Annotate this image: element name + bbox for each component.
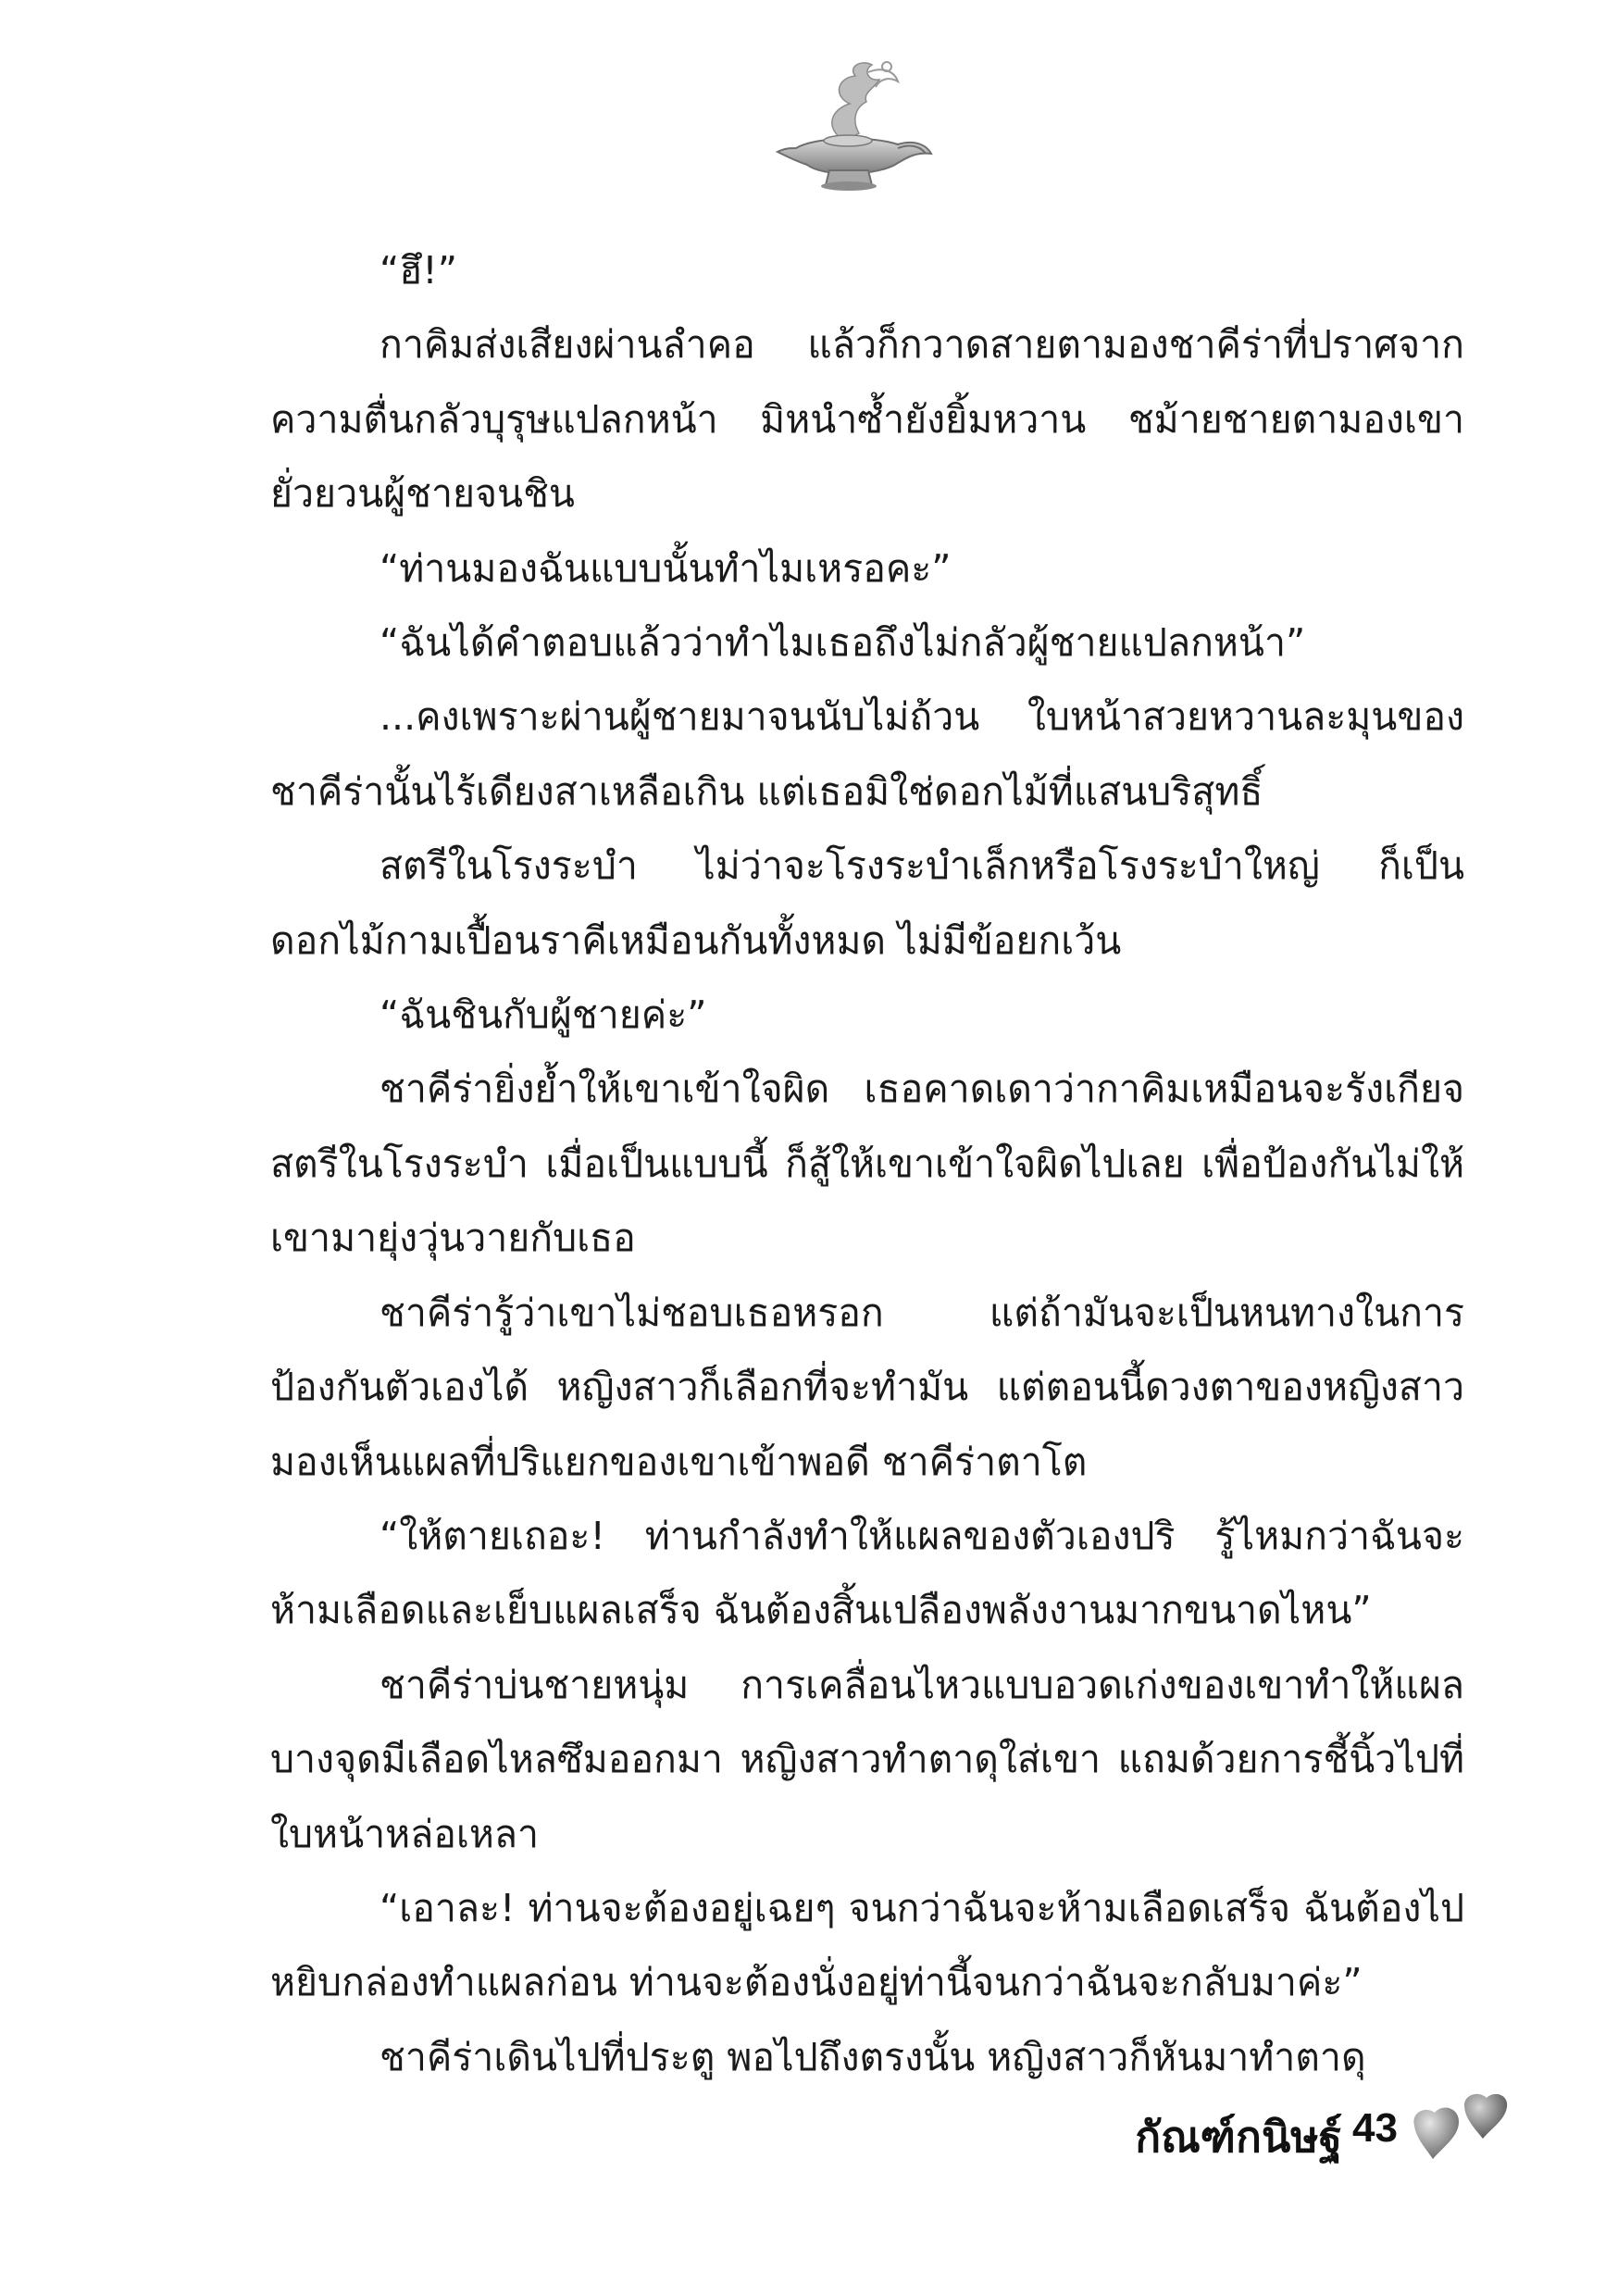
- paragraph: ชาคีร่ารู้ว่าเขาไม่ชอบเธอหรอก แต่ถ้ามันจะเป็นหนทางในการป้องกันตัวเองได้ หญิงสาวก็เลือกที่จะทำมัน แต่ตอนนี้ดวงตาของหญิงสาวมองเห็นแผลที่ปริแยกของเขาเข้าพอดี ชาคีร่าตาโต: [270, 1290, 1464, 1484]
- page-footer: [1027, 2083, 1509, 2185]
- paragraph: ชาคีร่าบ่นชายหนุ่ม การเคลื่อนไหวแบบอวดเก่งของเขาทำให้แผลบางจุดมีเลือดไหลซึมออกมา หญิงสาวทำตาดุใส่เขา แถมด้วยการชี้นิ้วไปที่ใบหน้าหล่อเหลา: [270, 1662, 1464, 1856]
- body-text: [270, 233, 1464, 2094]
- paragraph: ชาคีร่าเดินไปที่ประตู พอไปถึงตรงนั้น หญิงสาวก็หันมาทำตาดุ: [380, 2034, 1366, 2079]
- paragraph: “ให้ตายเถอะ! ท่านกำลังทำให้แผลของตัวเองปริ รู้ไหมกว่าฉันจะห้ามเลือดและเย็บแผลเสร็จ ฉันต้องสิ้นเปลืองพลังงานมากขนาดไหน”: [270, 1513, 1464, 1633]
- hearts-icon: [1407, 2087, 1509, 2170]
- paragraph: ชาคีร่ายิ่งย้ำให้เขาเข้าใจผิด เธอคาดเดาว่ากาคิมเหมือนจะรังเกียจสตรีในโรงระบำ เมื่อเป็นแบบนี้ ก็สู้ให้เขาเข้าใจผิดไปเลย เพื่อป้องกันไม่ให้เขามายุ่งวุ่นวายกับเธอ: [270, 1067, 1464, 1261]
- paragraph: ...คงเพราะผ่านผู้ชายมาจนนับไม่ถ้วน ใบหน้าสวยหวานละมุนของชาคีร่านั้นไร้เดียงสาเหลือเกิน แต่เธอมิใช่ดอกไม้ที่แสนบริสุทธิ์: [270, 694, 1464, 814]
- paragraph: “ท่านมองฉันแบบนั้นทำไมเหรอคะ”: [380, 545, 952, 591]
- paragraph: สตรีในโรงระบำ ไม่ว่าจะโรงระบำเล็กหรือโรงระบำใหญ่ ก็เป็นดอกไม้กามเปื้อนราคีเหมือนกันทั้งหมด ไม่มีข้อยกเว้น: [270, 843, 1464, 963]
- paragraph: “ฉันชินกับผู้ชายค่ะ”: [380, 992, 707, 1038]
- paragraph: “เอาละ! ท่านจะต้องอยู่เฉยๆ จนกว่าฉันจะห้ามเลือดเสร็จ ฉันต้องไปหยิบกล่องทำแผลก่อน ท่านจะต้องนั่งอยู่ท่านี้จนกว่าฉันจะกลับมาค่ะ”: [270, 1885, 1464, 2005]
- page-number: 43: [1352, 2105, 1398, 2151]
- author-name: กัณฑ์กนิษฐ์: [1135, 2112, 1342, 2162]
- paragraph: “ฉันได้คำตอบแล้วว่าทำไมเธอถึงไม่กลัวผู้ชายแปลกหน้า”: [380, 620, 1306, 666]
- paragraph: กาคิมส่งเสียงผ่านลำคอ แล้วก็กวาดสายตามองชาคีร่าที่ปราศจากความตื่นกลัวบุรุษแปลกหน้า มิหนำซ้ำยังยิ้มหวาน ชม้ายชายตามองเขายั่วยวนผู้ชายจนชิน: [270, 322, 1464, 517]
- paragraph: “ฮึ!”: [380, 248, 457, 293]
- genie-lamp-icon: [759, 56, 935, 194]
